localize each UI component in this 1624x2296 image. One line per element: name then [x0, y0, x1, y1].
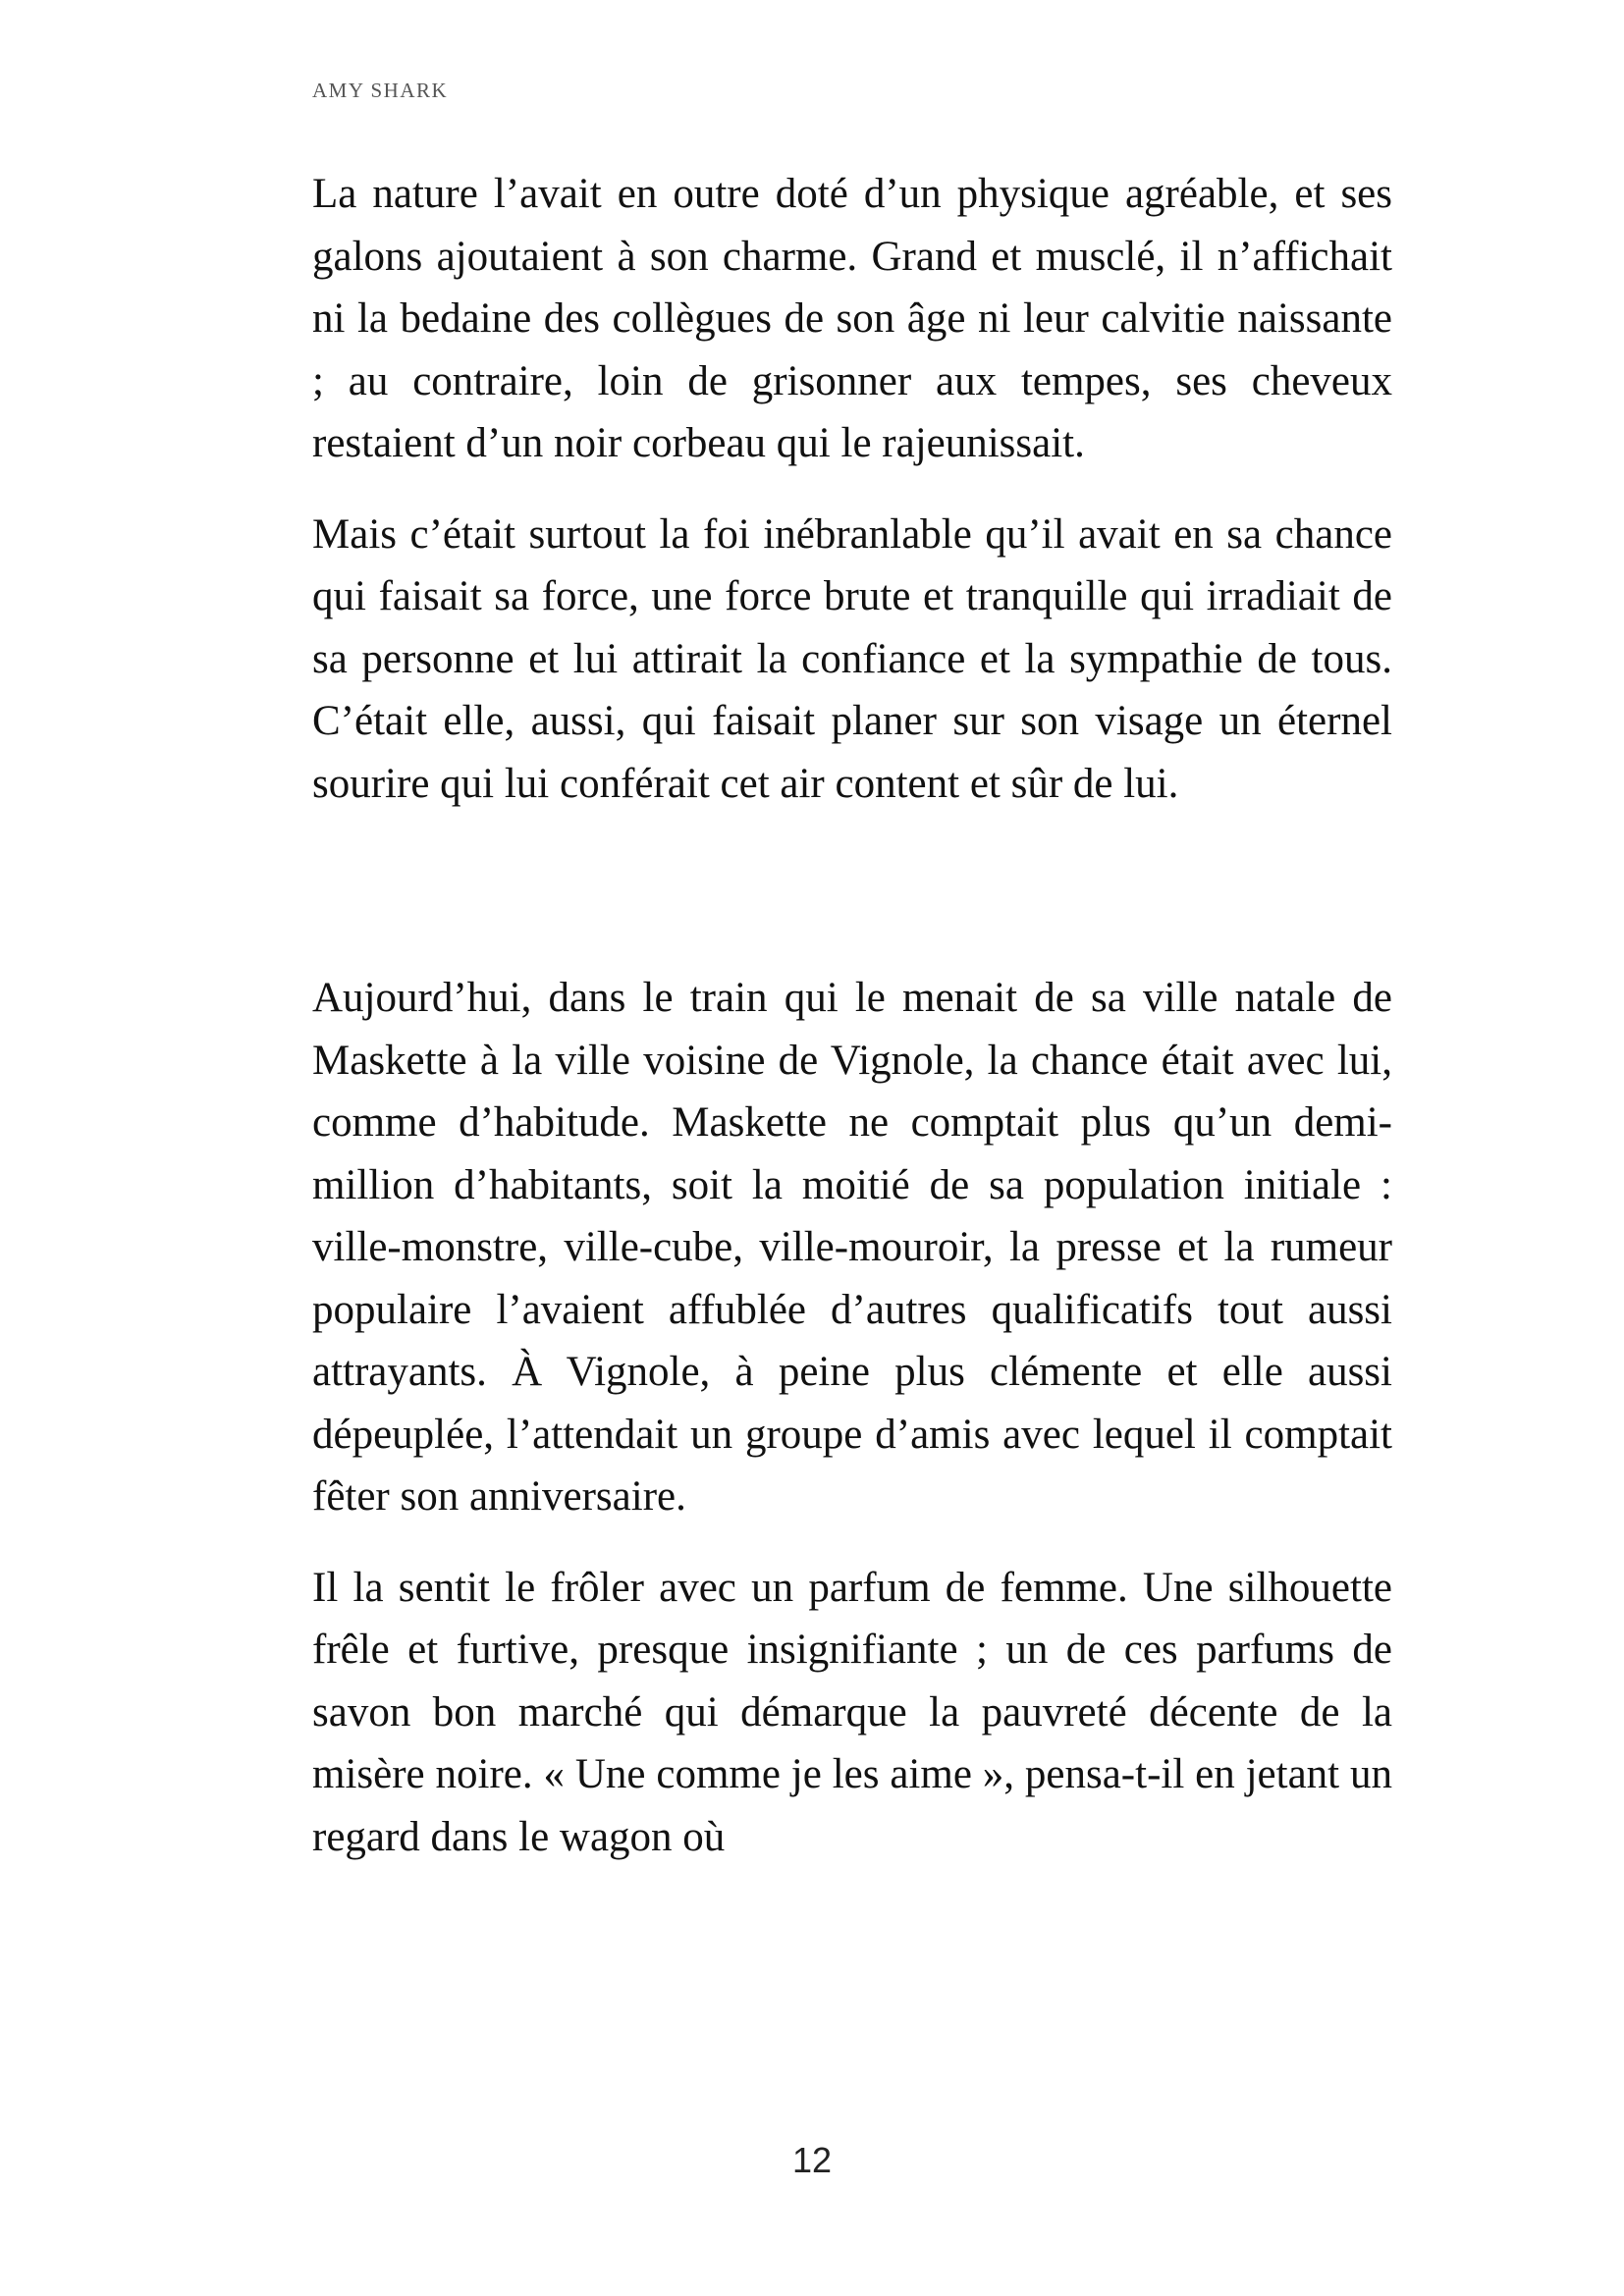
page-body — [312, 163, 1392, 1868]
running-header: AMY SHARK — [312, 79, 449, 102]
paragraph: Aujourd’hui, dans le train qui le menait de sa ville natale de Maskette à la ville voisine de Vignole, la chance était avec lui, comme d’habitude. Maskette ne comptait plus qu’un demi-million d’habitants, soit la moitié de sa population initiale : ville-monstre, ville-cube, ville-mouroir, la presse et la rumeur populaire l’avaient affublée d’autres qualificatifs tout aussi attrayants. À Vignole, à peine plus clémente et elle aussi dépeuplée, l’attendait un groupe d’amis avec lequel il comptait fêter son anniversaire. — [312, 975, 1392, 1520]
paragraph: La nature l’avait en outre doté d’un physique agréable, et ses galons ajoutaient à son charme. Grand et musclé, il n’affichait ni la bedaine des collègues de son âge ni leur calvitie naissante ; au contraire, loin de grisonner aux tempes, ses cheveux restaient d’un noir corbeau qui le rajeunissait. — [312, 171, 1392, 466]
page-number: 12 — [791, 2140, 833, 2180]
paragraph: Il la sentit le frôler avec un parfum de femme. Une silhouette frêle et furtive, presque insignifiante ; un de ces parfums de savon bon marché qui démarque la pauvreté décente de la misère noire. « Une comme je les aime », pensa-t-il en jetant un regard dans le wagon où — [312, 1564, 1392, 1860]
paragraph: Mais c’était surtout la foi inébranlable qu’il avait en sa chance qui faisait sa force, une force brute et tranquille qui irradiait de sa personne et lui attirait la confiance et la sympathie de tous. C’était elle, aussi, qui faisait planer sur son visage un éternel sourire qui lui conférait cet air content et sûr de lui. — [312, 510, 1392, 807]
